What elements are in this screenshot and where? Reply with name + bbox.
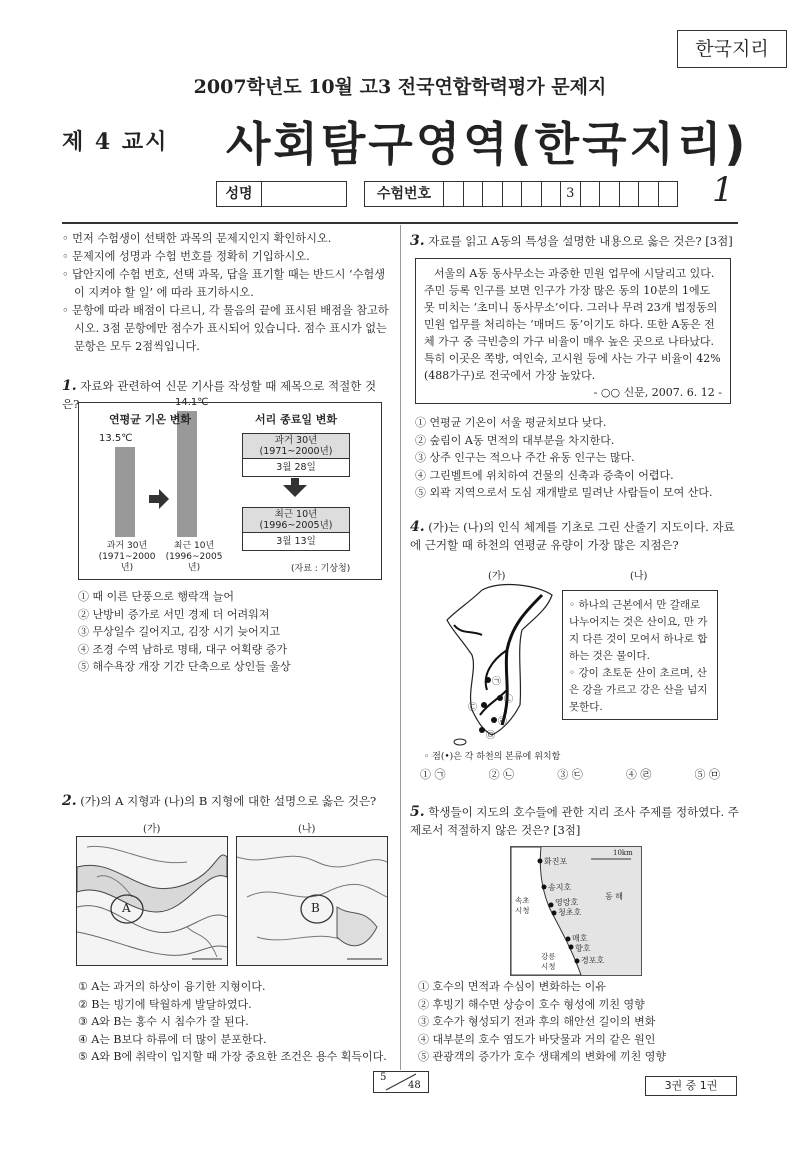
q1-figure <box>78 397 382 580</box>
instruction-item: ◦ 문항에 따라 배점이 다르니, 각 물음의 끝에 표시된 배점을 참고하시오. 3점 문항에만 점수가 표시되어 있습니다. 점수 표시가 없는 문항은 모두 2점씩입니다. <box>62 304 389 353</box>
lake-label: 화진포 <box>544 857 568 866</box>
choice[interactable]: ① A는 과거의 하상이 융기한 지형이다. <box>78 980 266 993</box>
q5-choices <box>418 978 740 1066</box>
choice[interactable]: ③ A와 B는 홍수 시 침수가 잘 된다. <box>78 1015 249 1028</box>
bar2-label-text: 최근 10년 <box>173 541 215 551</box>
name-field[interactable] <box>216 181 347 207</box>
topo-map-a-drawing <box>77 837 227 965</box>
map-point: ㉤ <box>486 731 496 741</box>
choice[interactable]: ③ ㉢ <box>557 768 583 781</box>
page-current: 5 <box>380 1072 387 1083</box>
choice[interactable]: ② 난방비 증가로 서민 경제 더 어려워져 <box>78 607 270 621</box>
q2-label-ga: (가) <box>143 824 161 835</box>
sea-label: 동 해 <box>605 892 623 901</box>
bar1-label-sub: (1971~2000년) <box>98 552 156 573</box>
exam-number-cell[interactable] <box>600 182 620 206</box>
exam-number-field[interactable] <box>364 181 678 207</box>
choice[interactable]: ④ 그린벨트에 위치하여 건물의 신축과 증축이 어렵다. <box>415 468 674 482</box>
lake-label: 매호 <box>572 934 588 943</box>
q2-number: 2. <box>62 793 77 809</box>
q1-text: 자료와 관련하여 신문 기사를 작성할 때 제목으로 적절한 것은? <box>62 379 377 411</box>
map-point: ㉣ <box>498 717 508 727</box>
q5-text: 학생들이 지도의 호수들에 관한 지리 조사 주제를 정하였다. 주제로서 적절하지 않은 것은? [3점] <box>410 805 739 837</box>
exam-number-cell[interactable] <box>659 182 678 206</box>
q3-stem <box>410 232 740 250</box>
q4-choices <box>420 766 720 782</box>
map-point: ㉠ <box>492 677 502 687</box>
choice[interactable]: ⑤ 해수욕장 개장 기간 단축으로 상인들 울상 <box>78 660 291 673</box>
city-label: 속초 <box>515 896 530 905</box>
q2-text: (가)의 A 지형과 (나)의 B 지형에 대한 설명으로 옳은 것은? <box>80 794 377 808</box>
exam-number-label: 수험번호 <box>365 182 444 206</box>
choice[interactable]: ① 호수의 면적과 수심이 변화하는 이유 <box>418 980 606 993</box>
map-point: ㉡ <box>504 695 514 705</box>
choice[interactable]: ④ A는 B보다 하류에 더 많이 분포한다. <box>78 1032 267 1046</box>
map-a-label: A <box>122 901 131 915</box>
exam-number-cell[interactable] <box>444 182 464 206</box>
topo-map-a <box>76 836 228 966</box>
instruction-item: ◦ 답안지에 수험 번호, 선택 과목, 답을 표기할 때는 반드시 ‘수험생이 지켜야 할 일’ 에 따라 표기하시오. <box>62 268 386 299</box>
q4-number: 4. <box>410 519 425 535</box>
header-divider <box>62 222 738 224</box>
name-label: 성명 <box>217 182 262 206</box>
q2-choices <box>78 978 398 1066</box>
bar1-label <box>97 541 157 574</box>
frost-box-past-sub: (1971~2000년) <box>259 446 333 457</box>
bar2-label-sub: (1996~2005년) <box>165 552 223 573</box>
choice[interactable]: ③ 호수가 형성되기 전과 후의 해안선 길이의 변화 <box>418 1015 656 1028</box>
lake-label: 영랑호 <box>555 898 579 907</box>
page-indicator <box>373 1071 429 1093</box>
q1-number: 1. <box>62 378 77 394</box>
city-label: 시청 <box>515 906 530 915</box>
q3-text: 자료를 읽고 A동의 특성을 설명한 내용으로 옳은 것은? [3점] <box>428 234 733 248</box>
q4-note-item: ◦ 하나의 근본에서 만 갈래로 나누어지는 것은 산이요, 만 가지 다른 것이 모여서 하나로 합하는 것은 물이다. <box>569 599 708 662</box>
q3-passage-source: - ○○ 신문, 2007. 6. 12 - <box>593 386 722 399</box>
q4-note <box>562 590 718 720</box>
q4-stem <box>410 518 740 554</box>
choice[interactable]: ② 후빙기 해수면 상승이 호수 형성에 끼친 영향 <box>418 997 645 1011</box>
choice[interactable]: ⑤ ㉤ <box>694 768 720 781</box>
frost-box-past-title: 과거 30년 <box>274 435 318 446</box>
q2-stem <box>62 792 392 810</box>
page-title: 사회탐구영역(한국지리) <box>226 117 749 171</box>
q1-choices <box>78 588 388 676</box>
exam-number-cell[interactable] <box>522 182 542 206</box>
city-label: 시청 <box>541 962 556 971</box>
subject-box: 한국지리 <box>677 30 787 68</box>
map-point: ㉢ <box>468 703 478 713</box>
exam-number-cell[interactable] <box>620 182 640 206</box>
q3-number: 3. <box>410 233 425 249</box>
lake-label: 향호 <box>575 944 591 953</box>
topo-map-b <box>236 836 388 966</box>
frost-box-past-date: 3월 28일 <box>276 462 316 473</box>
lake-map <box>510 846 642 976</box>
instruction-item: ◦ 문제지에 성명과 수험 번호를 정확히 기입하시오. <box>62 250 310 263</box>
choice[interactable]: ⑤ 외곽 지역으로서 도심 재개발로 밀려난 사람들이 모여 산다. <box>415 486 713 499</box>
q1-right-title: 서리 종료일 변화 <box>255 413 338 426</box>
bar1-label-text: 과거 30년 <box>106 541 148 551</box>
temperature-bar <box>115 447 135 537</box>
korea-mountain-map <box>442 580 558 748</box>
q3-passage-text: 서울의 A동 동사무소는 과중한 민원 업무에 시달리고 있다. 주민 등록 인구를 보면 인구가 가장 많은 동의 10분의 1에도 못 미치는 ‘초미니 동사무소’이다. 그러나 무려 23개 법정동의 민원 업무를 처리하는 ‘매머드 동’이기도 하다. 또한 A동은 전체 가구 중 극빈층의 가구 비율이 매우 높은 곳으로 나타났다. 특히 이곳은 쪽방, 여인숙, 고시원 등에 사는 가구 비율이 42%(488가구)로 전국에서 가장 높았다. <box>424 267 721 382</box>
choice[interactable]: ⑤ 관광객의 증가가 호수 생태계의 변화에 끼친 영향 <box>418 1050 666 1063</box>
choice[interactable]: ③ 무상일수 길어지고, 김장 시기 늦어지고 <box>78 625 280 638</box>
choice[interactable]: ② B는 빙기에 탁월하게 발달하였다. <box>78 997 252 1011</box>
frost-box-recent <box>242 507 350 551</box>
q2-label-na: (나) <box>298 824 316 835</box>
choice[interactable]: ② 숲림이 A동 면적의 대부분을 차지한다. <box>415 433 615 447</box>
choice[interactable]: ④ ㉣ <box>625 768 652 781</box>
period-label: 제 4 교시 <box>62 129 169 155</box>
q5-number: 5. <box>410 804 425 820</box>
exam-number-cell[interactable] <box>503 182 523 206</box>
city-label: 강릉 <box>541 952 556 961</box>
page-total: 48 <box>408 1080 421 1091</box>
exam-number-cell[interactable] <box>464 182 484 206</box>
choice[interactable]: ④ 조경 수역 남하로 명태, 대구 어획량 증가 <box>78 642 287 656</box>
q3-passage <box>415 258 731 404</box>
temperature-bar <box>177 411 197 537</box>
column-divider <box>400 225 401 1070</box>
q1-left-title: 연평균 기온 변화 <box>109 413 192 426</box>
exam-number-cell[interactable] <box>542 182 562 206</box>
q4-label-ga: (가) <box>488 571 506 582</box>
arrow-right-icon <box>149 489 169 509</box>
choice[interactable]: ① ㉠ <box>420 768 446 781</box>
choice[interactable]: ④ 대부분의 호수 염도가 바닷물과 거의 같은 원인 <box>418 1032 656 1046</box>
q4-text: (가)는 (나)의 인식 체계를 기초로 그린 산줄기 지도이다. 자료에 근거할 때 하천의 연평균 유량이 가장 많은 지점은? <box>410 520 735 552</box>
arrow-down-icon <box>283 478 307 497</box>
bar2-label <box>163 541 225 574</box>
instructions <box>62 230 392 356</box>
exam-title: 2007학년도 10월 고3 전국연합학력평가 문제지 <box>193 76 607 98</box>
page-number: 1 <box>712 170 734 210</box>
choice[interactable]: ③ 상주 인구는 적으나 주간 유동 인구는 많다. <box>415 451 635 464</box>
bar1-value: 13.5℃ <box>99 433 133 444</box>
exam-number-cell[interactable]: 3 <box>561 182 581 206</box>
map-b-label: B <box>311 901 320 915</box>
lake-label: 경포호 <box>581 956 605 965</box>
name-input[interactable] <box>262 182 346 206</box>
choice[interactable]: ⑤ A와 B에 취락이 입지할 때 가장 중요한 조건은 용수 획득이다. <box>78 1050 387 1063</box>
frost-box-recent-title: 최근 10년 <box>274 509 318 520</box>
volume-indicator: 3권 중 1권 <box>645 1076 737 1096</box>
lake-label: 청초호 <box>558 908 582 917</box>
instruction-item: ◦ 먼저 수험생이 선택한 과목의 문제지인지 확인하시오. <box>62 232 332 245</box>
bar2-value: 14.1℃ <box>175 397 209 408</box>
q5-stem <box>410 803 740 839</box>
map-scale: 10km <box>613 849 633 857</box>
frost-box-recent-date: 3월 13일 <box>276 536 316 547</box>
q4-footnote: ◦ 점(•)은 각 하천의 본류에 위치함 <box>424 752 561 762</box>
frost-box-past <box>242 433 350 477</box>
choice[interactable]: ① 때 이른 단풍으로 행락객 늘어 <box>78 590 234 603</box>
q4-label-na: (나) <box>630 571 648 582</box>
choice[interactable]: ① 연평균 기온이 서울 평균치보다 낮다. <box>415 416 607 429</box>
q4-note-item: ◦ 강이 초토둔 산이 초르며, 산은 강을 가르고 강은 산을 넘지 못한다. <box>569 667 708 713</box>
q3-choices <box>415 414 740 502</box>
frost-box-recent-sub: (1996~2005년) <box>259 520 333 531</box>
lake-label: 송지호 <box>548 883 572 892</box>
exam-number-cell[interactable] <box>483 182 503 206</box>
q1-source: (자료 : 기상청) <box>291 564 351 574</box>
choice[interactable]: ② ㉡ <box>488 768 515 781</box>
exam-number-cell[interactable] <box>639 182 659 206</box>
exam-number-cell[interactable] <box>581 182 601 206</box>
